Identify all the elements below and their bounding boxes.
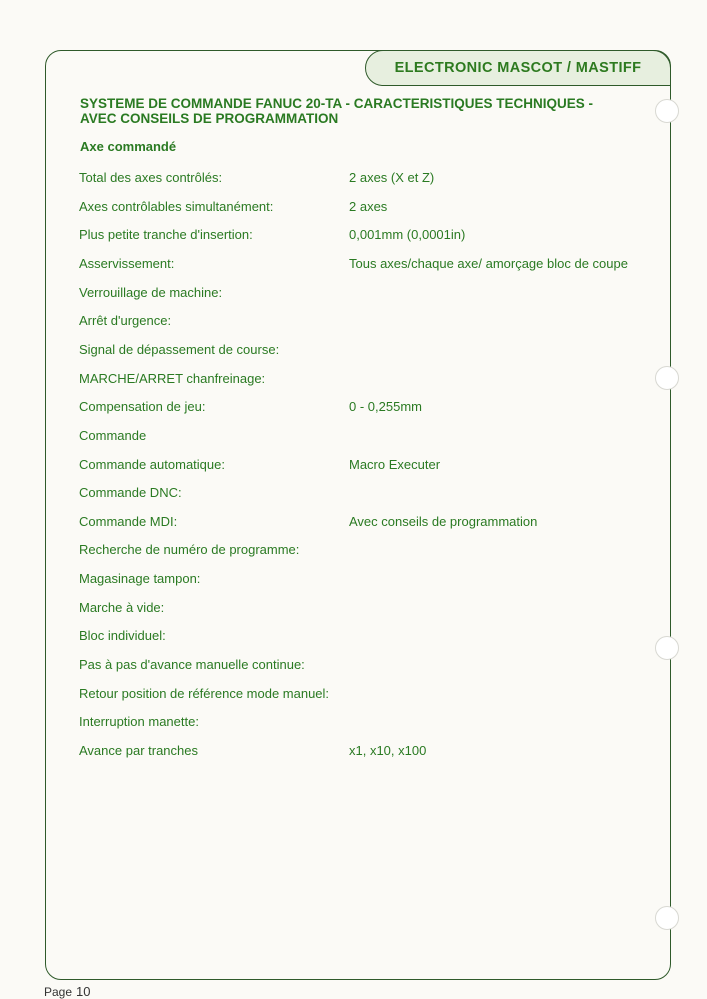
spec-label: Verrouillage de machine: (79, 284, 223, 300)
spec-row (0, 628, 707, 648)
spec-row (0, 686, 707, 706)
spec-row (0, 571, 707, 591)
page-number: 10 (76, 984, 91, 999)
page-footer (44, 984, 91, 999)
spec-label: Pas à pas d'avance manuelle continue: (79, 657, 305, 673)
spec-value: Avec conseils de programmation (349, 513, 538, 529)
spec-label: Arrêt d'urgence: (79, 313, 172, 329)
punch-hole (655, 366, 679, 390)
spec-label: Axes contrôlables simultanément: (79, 198, 274, 214)
spec-label: Signal de dépassement de course: (79, 341, 280, 357)
spec-row (0, 285, 707, 305)
spec-value: 0,001mm (0,0001in) (349, 227, 466, 243)
spec-row (0, 399, 707, 419)
spec-row (0, 170, 707, 190)
spec-row (0, 342, 707, 362)
spec-label: Marche à vide: (79, 599, 165, 615)
spec-label: Retour position de référence mode manuel: (79, 685, 330, 701)
spec-row (0, 227, 707, 247)
spec-row (0, 514, 707, 534)
page-title-line1: SYSTEME DE COMMANDE FANUC 20-TA - CARACTERISTIQUES TECHNIQUES - (80, 96, 594, 111)
spec-value: 0 - 0,255mm (349, 399, 422, 415)
spec-label: Commande automatique: (79, 456, 225, 472)
punch-hole (655, 636, 679, 660)
punch-hole (655, 906, 679, 930)
spec-row (0, 600, 707, 620)
punch-hole (655, 99, 679, 123)
spec-row (0, 313, 707, 333)
spec-label: Bloc individuel: (79, 628, 166, 644)
spec-label: Interruption manette: (79, 714, 199, 730)
spec-row (0, 743, 707, 763)
spec-label: Magasinage tampon: (79, 571, 201, 587)
page-title (80, 96, 660, 126)
spec-value: 2 axes (X et Z) (349, 170, 435, 185)
spec-label: Avance par tranches (79, 743, 198, 758)
spec-label: Plus petite tranche d'insertion: (79, 227, 253, 243)
spec-row (0, 371, 707, 391)
spec-row (0, 457, 707, 477)
spec-label: Asservissement: (79, 255, 175, 271)
spec-label: Compensation de jeu: (79, 399, 206, 415)
spec-label: MARCHE/ARRET chanfreinage: (79, 370, 266, 386)
spec-row (0, 714, 707, 734)
page-label: Page (44, 985, 73, 999)
spec-row (0, 485, 707, 505)
spec-label: Commande (79, 427, 147, 443)
spec-value: x1, x10, x100 (349, 743, 427, 758)
spec-row (0, 542, 707, 562)
spec-label: Commande DNC: (79, 485, 182, 501)
spec-value: 2 axes (349, 198, 388, 214)
spec-label: Total des axes contrôlés: (79, 170, 223, 185)
spec-row (0, 657, 707, 677)
spec-label: Commande MDI: (79, 513, 178, 529)
spec-row (0, 256, 707, 276)
header-tab (365, 50, 671, 86)
spec-value: Macro Executer (349, 456, 441, 472)
header-tab-title: ELECTRONIC MASCOT / MASTIFF (394, 60, 642, 76)
spec-label: Recherche de numéro de programme: (79, 542, 300, 558)
section-heading: Axe commandé (80, 139, 177, 154)
page-title-line2: AVEC CONSEILS DE PROGRAMMATION (80, 111, 339, 126)
spec-row (0, 199, 707, 219)
spec-row (0, 428, 707, 448)
spec-value: Tous axes/chaque axe/ amorçage bloc de coupe (349, 255, 628, 271)
